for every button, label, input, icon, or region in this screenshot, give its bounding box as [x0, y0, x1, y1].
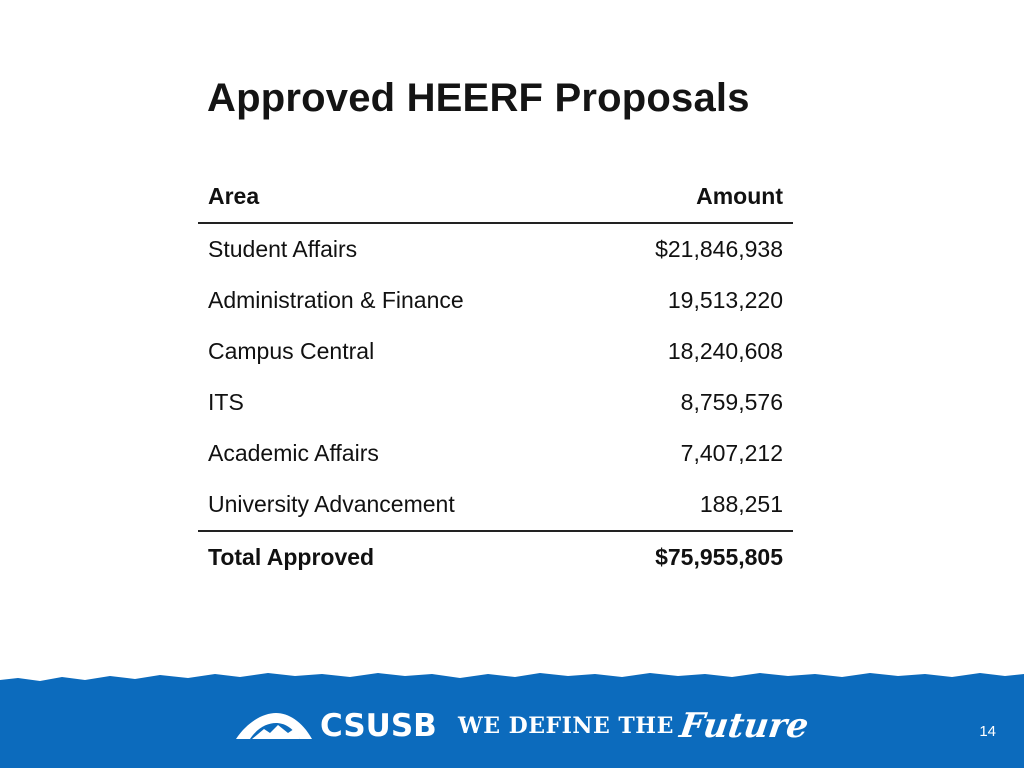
row-amount: 188,251 [585, 479, 793, 531]
table-row [198, 223, 793, 275]
row-area: Campus Central [208, 338, 375, 364]
table-row [198, 377, 793, 428]
proposals-table [198, 171, 793, 583]
table-row [198, 428, 793, 479]
row-amount: 19,513,220 [667, 287, 783, 313]
table-row [198, 326, 793, 377]
slogan-main: WE DEFINE THE [458, 713, 674, 739]
total-row [198, 531, 793, 583]
row-amount: 8,759,576 [680, 389, 783, 415]
csusb-logo [234, 706, 437, 746]
total-amount: $75,955,805 [655, 544, 783, 570]
table-header-row [198, 171, 793, 223]
row-amount: 7,407,212 [680, 440, 783, 466]
slide-title: Approved HEERF Proposals [207, 76, 750, 120]
total-label: Total Approved [208, 544, 375, 570]
csusb-wordmark: CSUSB [320, 708, 437, 744]
row-area: ITS [208, 389, 244, 415]
header-amount: Amount [585, 171, 793, 223]
slogan [458, 706, 811, 746]
table-row [198, 275, 793, 326]
row-area: Administration & Finance [208, 287, 464, 313]
row-area: University Advancement [198, 479, 585, 531]
slogan-script: Future [677, 706, 811, 746]
row-amount: 18,240,608 [667, 338, 783, 364]
page-number: 14 [979, 723, 996, 740]
row-area: Academic Affairs [208, 440, 379, 466]
row-amount: $21,846,938 [655, 236, 783, 262]
mountain-icon [234, 711, 314, 741]
header-area: Area [198, 171, 585, 223]
table-row [198, 479, 793, 531]
row-area: Student Affairs [208, 236, 358, 262]
